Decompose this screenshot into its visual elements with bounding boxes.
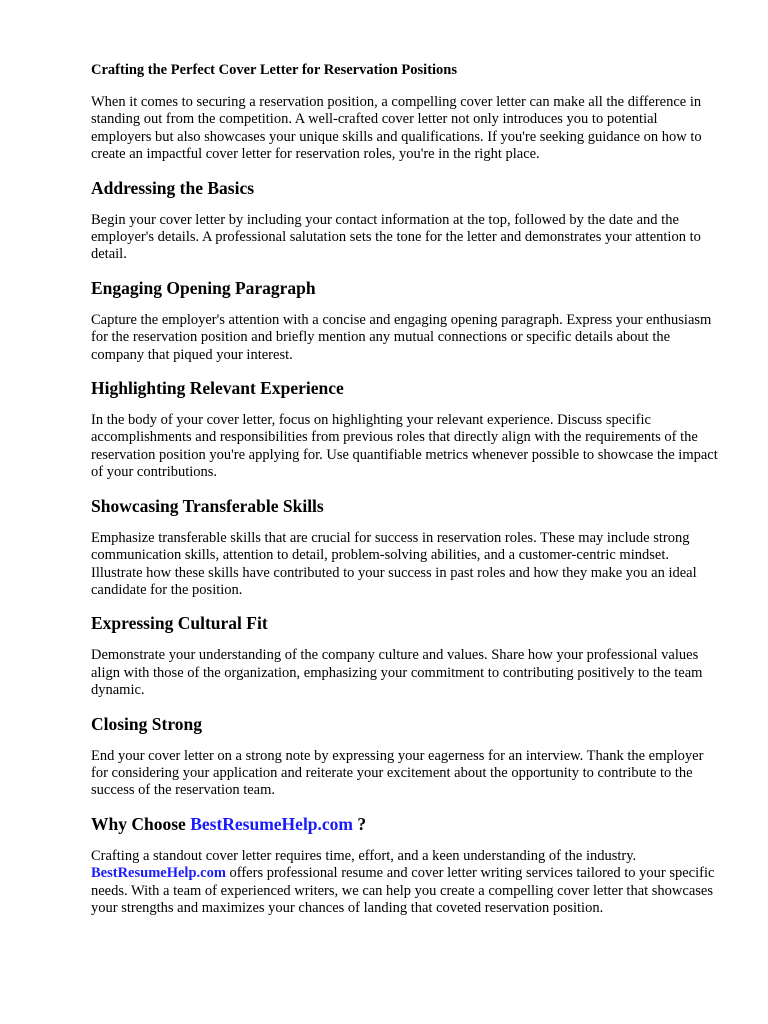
section-body-basics: Begin your cover letter by including your contact information at the top, followed by the date and the employer's details. A professional salutation sets the tone for the letter and demonstrates your attention to detail.: [91, 211, 701, 263]
section-body-skills: Emphasize transferable skills that are crucial for success in reservation roles. These may include strong communication skills, attention to detail, problem-solving abilities, and a customer-centric mindset. Illustrate how these skills have contributed to your success in past roles and how they make you an ideal candidate for the position.: [91, 529, 697, 598]
section-body-cultural-fit: Demonstrate your understanding of the company culture and values. Share how your professional values align with those of the organization, emphasizing your commitment to contributing positively to the team dynamic.: [91, 647, 703, 699]
why-heading-suffix: ?: [353, 813, 367, 834]
section-heading-cultural-fit: Expressing Cultural Fit: [91, 613, 268, 634]
section-heading-basics: Addressing the Basics: [91, 177, 255, 198]
section-heading-skills: Showcasing Transferable Skills: [91, 495, 324, 516]
section-body-experience: In the body of your cover letter, focus on highlighting your relevant experience. Discuss specific accomplishments and responsibilities from previous roles that directly align with the requirements of the reservation position you're applying for. Use quantifiable metrics whenever possible to showcase the impact of your contributions.: [91, 412, 718, 481]
why-choose-body: [91, 848, 718, 918]
section-heading-experience: Highlighting Relevant Experience: [91, 378, 344, 399]
why-body-link[interactable]: BestResumeHelp.com: [91, 865, 226, 882]
intro-paragraph: When it comes to securing a reservation position, a compelling cover letter can make all the difference in standing out from the competition. A well-crafted cover letter not only introduces you to potential employers but also showcases your unique skills and qualifications. If you're seeking guidance on how to create an impactful cover letter for reservation roles, you're in the right place.: [91, 94, 702, 163]
section-heading-closing: Closing Strong: [91, 713, 203, 734]
section-body-opening: Capture the employer's attention with a concise and engaging opening paragraph. Express your enthusiasm for the reservation position and briefly mention any mutual connections or specific details about the company that piqued your interest.: [91, 311, 712, 363]
section-body-closing: End your cover letter on a strong note by expressing your eagerness for an interview. Thank the employer for considering your application and reiterate your excitement about the opportunity to contribute to the success of the reservation team.: [91, 747, 704, 799]
why-heading-prefix: Why Choose: [91, 813, 191, 834]
why-choose-heading: [91, 814, 718, 835]
why-heading-link[interactable]: BestResumeHelp.com: [190, 813, 354, 834]
document-title: Crafting the Perfect Cover Letter for Reservation Positions: [91, 62, 458, 78]
why-body-rest: offers professional resume and cover letter writing services tailored to your specific needs. With a team of experienced writers, we can help you create a compelling cover letter that showcases your strengths and maximizes your chances of landing that coveted reservation position.: [91, 865, 715, 916]
why-body-start: Crafting a standout cover letter requires time, effort, and a keen understanding of the industry.: [91, 847, 637, 864]
section-heading-opening: Engaging Opening Paragraph: [91, 277, 316, 298]
